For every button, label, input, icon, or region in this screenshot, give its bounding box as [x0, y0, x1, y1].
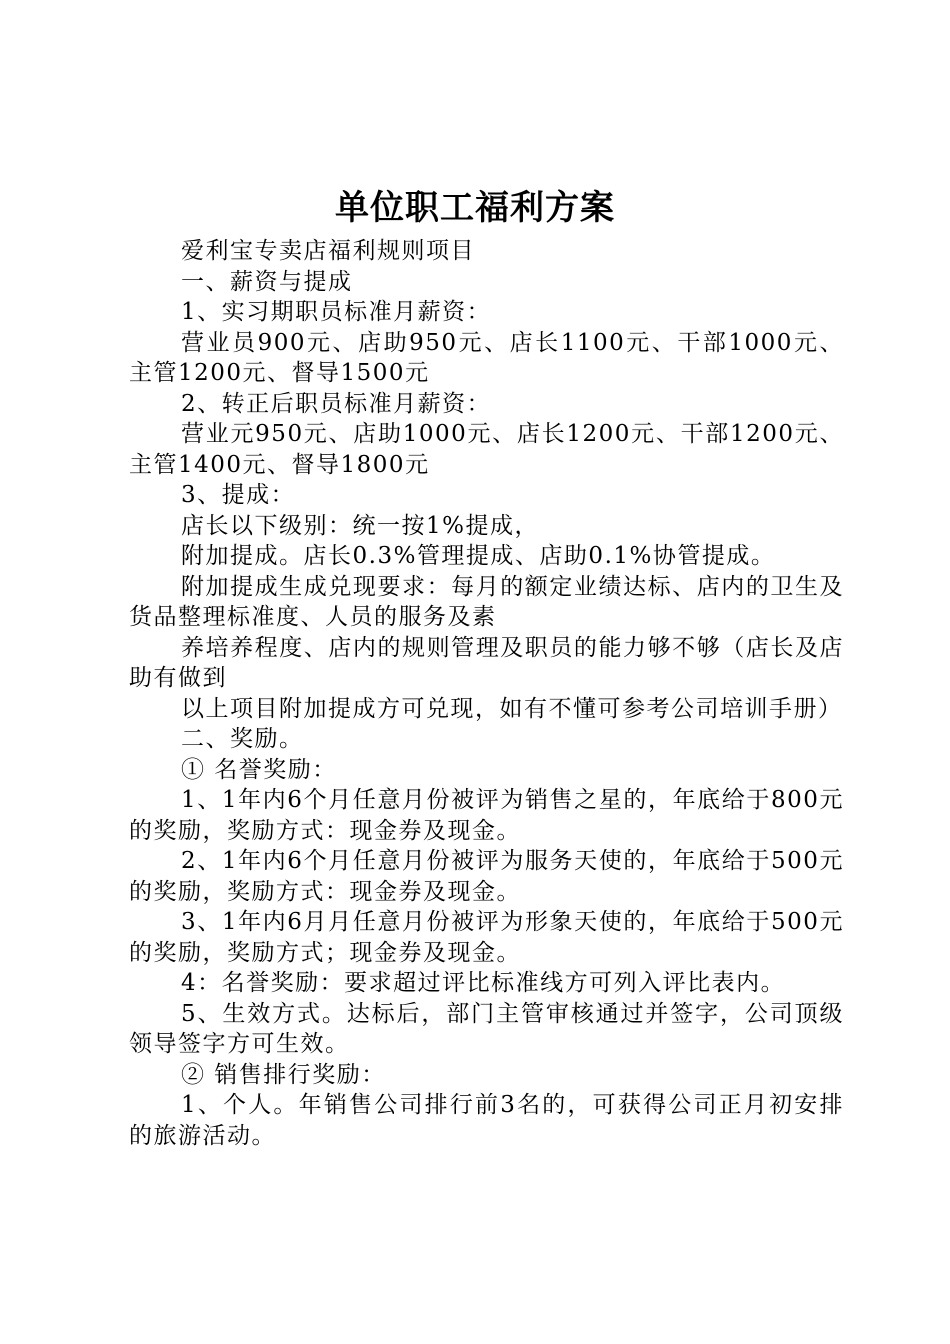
paragraph: 2、转正后职员标准月薪资：	[181, 390, 492, 417]
paragraph: 2、1年内6个月任意月份被评为服务天使的，年底给于500元的奖励，奖励方式：现金券及现金。	[129, 848, 844, 905]
paragraph: 附加提成生成兑现要求：每月的额定业绩达标、店内的卫生及货品整理标准度、人员的服务及素	[129, 573, 844, 630]
paragraph: 营业元950元、店助1000元、店长1200元、干部1200元、主管1400元、督导1800元	[129, 421, 844, 478]
paragraph: 一、薪资与提成	[181, 268, 353, 295]
paragraph: ② 销售排行奖励：	[181, 1061, 386, 1088]
paragraph: 以上项目附加提成方可兑现，如有不懂可参考公司培训手册）	[181, 695, 843, 722]
paragraph: 3、提成：	[181, 482, 296, 508]
paragraph: 4：名誉奖励：要求超过评比标准线方可列入评比表内。	[181, 970, 786, 996]
paragraph: 3、1年内6月月任意月份被评为形象天使的，年底给于500元的奖励，奖励方式；现金券及现金。	[129, 909, 844, 966]
paragraph: 养培养程度、店内的规则管理及职员的能力够不够（店长及店助有做到	[129, 634, 844, 691]
paragraph: 附加提成。店长0.3%管理提成、店助0.1%协管提成。	[181, 543, 776, 569]
paragraph: 二、奖励。	[181, 726, 304, 752]
paragraph: 1、个人。年销售公司排行前3名的，可获得公司正月初安排的旅游活动。	[129, 1092, 844, 1149]
paragraph: 1、实习期职员标准月薪资：	[181, 299, 492, 325]
paragraph: 营业员900元、店助950元、店长1100元、干部1000元、主管1200元、督导1500元	[129, 329, 844, 386]
paragraph: 1、1年内6个月任意月份被评为销售之星的，年底给于800元的奖励，奖励方式：现金券及现金。	[129, 787, 844, 844]
paragraph: 5、生效方式。达标后，部门主管审核通过并签字，公司顶级领导签字方可生效。	[129, 1000, 844, 1057]
paragraph: 爱利宝专卖店福利规则项目	[181, 238, 475, 264]
document-body	[129, 236, 844, 1151]
paragraph: ① 名誉奖励：	[181, 756, 337, 783]
paragraph: 店长以下级别：统一按1%提成，	[181, 512, 539, 539]
document-title: 单位职工福利方案	[335, 188, 615, 228]
